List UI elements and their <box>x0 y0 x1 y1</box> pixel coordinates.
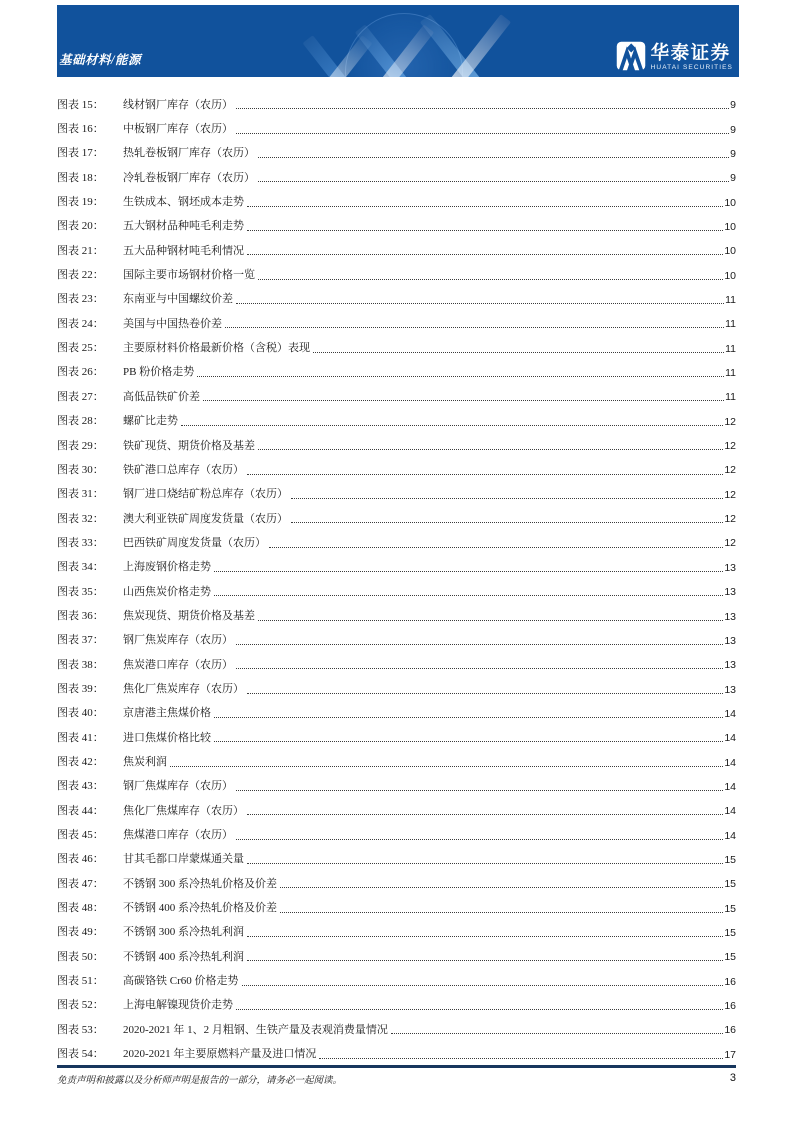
toc-leader-dots <box>181 425 723 426</box>
toc-entry-label: 图表 44： <box>57 804 104 817</box>
toc-leader-dots <box>203 400 724 401</box>
toc-leader-dots <box>242 985 724 986</box>
toc-entry-label: 图表 18： <box>57 171 104 184</box>
toc-entry[interactable] <box>57 798 736 822</box>
toc-entry-title: 钢厂焦煤库存（农历） <box>123 780 233 793</box>
toc-entry-label: 图表 46： <box>57 853 104 866</box>
toc-entry-title: 京唐港主焦煤价格 <box>123 707 211 720</box>
toc-entry[interactable] <box>57 628 736 652</box>
toc-entry[interactable] <box>57 676 736 700</box>
toc-entry-page: 12 <box>724 415 736 428</box>
toc-entry-title: 五大钢材品种吨毛利走势 <box>123 220 244 233</box>
toc-entry-title: 2020-2021 年 1、2 月粗钢、生铁产量及表观消费量情况 <box>123 1023 388 1036</box>
toc-entry[interactable] <box>57 652 736 676</box>
toc-entry-title: 山西焦炭价格走势 <box>123 585 211 598</box>
toc-leader-dots <box>269 547 723 548</box>
toc-entry-page: 13 <box>724 659 736 672</box>
toc-entry-title: 进口焦煤价格比较 <box>123 731 211 744</box>
toc-entry-title: 高碳铬铁 Cr60 价格走势 <box>123 975 239 988</box>
toc-entry-page: 15 <box>724 951 736 964</box>
toc-leader-dots <box>247 206 723 207</box>
toc-entry-page: 12 <box>724 488 736 501</box>
toc-leader-dots <box>225 327 724 328</box>
toc-entry-title: 主要原材料价格最新价格（含税）表现 <box>123 342 310 355</box>
header-banner <box>57 5 739 77</box>
toc-leader-dots <box>291 498 723 499</box>
toc-entry-page: 15 <box>724 853 736 866</box>
toc-entry-label: 图表 48： <box>57 902 104 915</box>
toc-leader-dots <box>319 1058 723 1059</box>
toc-entry[interactable] <box>57 408 736 432</box>
toc-entry[interactable] <box>57 214 736 238</box>
toc-entry[interactable] <box>57 189 736 213</box>
figure-toc-list <box>57 92 736 1066</box>
toc-entry-label: 图表 51： <box>57 975 104 988</box>
toc-leader-dots <box>258 449 723 450</box>
toc-entry-label: 图表 41： <box>57 731 104 744</box>
toc-entry-label: 图表 29： <box>57 439 104 452</box>
footer <box>57 1072 736 1086</box>
toc-leader-dots <box>214 741 723 742</box>
toc-entry[interactable] <box>57 384 736 408</box>
footer-disclaimer: 免责声明和披露以及分析师声明是报告的一部分，请务必一起阅读。 <box>57 1076 343 1086</box>
toc-entry-page: 13 <box>724 683 736 696</box>
toc-entry-label: 图表 30： <box>57 463 104 476</box>
toc-entry-title: 焦化厂焦炭库存（农历） <box>123 682 244 695</box>
toc-entry-page: 11 <box>725 294 736 307</box>
toc-entry-label: 图表 22： <box>57 269 104 282</box>
toc-entry-page: 9 <box>730 147 736 160</box>
toc-entry[interactable] <box>57 993 736 1017</box>
toc-leader-dots <box>214 571 723 572</box>
toc-entry[interactable] <box>57 238 736 262</box>
toc-entry-label: 图表 24： <box>57 317 104 330</box>
toc-entry-page: 17 <box>724 1048 736 1061</box>
toc-entry-label: 图表 27： <box>57 390 104 403</box>
toc-entry-page: 13 <box>724 634 736 647</box>
toc-entry-page: 12 <box>724 464 736 477</box>
toc-entry[interactable] <box>57 335 736 359</box>
toc-leader-dots <box>236 303 724 304</box>
toc-entry-label: 图表 53： <box>57 1023 104 1036</box>
toc-entry[interactable] <box>57 506 736 530</box>
toc-leader-dots <box>236 644 723 645</box>
toc-leader-dots <box>236 668 723 669</box>
toc-entry-page: 15 <box>724 878 736 891</box>
toc-entry-title: PB 粉价格走势 <box>123 366 195 379</box>
toc-entry-page: 13 <box>724 586 736 599</box>
toc-entry-label: 图表 52： <box>57 999 104 1012</box>
toc-entry-page: 12 <box>724 440 736 453</box>
toc-entry-title: 国际主要市场钢材价格一览 <box>123 269 255 282</box>
toc-entry-label: 图表 25： <box>57 342 104 355</box>
toc-entry-label: 图表 35： <box>57 585 104 598</box>
toc-entry-page: 15 <box>724 926 736 939</box>
globe-graphic <box>345 13 463 77</box>
toc-entry-label: 图表 20： <box>57 220 104 233</box>
toc-entry[interactable] <box>57 555 736 579</box>
toc-entry-title: 线材钢厂库存（农历） <box>123 98 233 111</box>
toc-entry[interactable] <box>57 1017 736 1041</box>
toc-entry-page: 11 <box>725 342 736 355</box>
toc-entry-title: 焦化厂焦煤库存（农历） <box>123 804 244 817</box>
toc-entry-label: 图表 37： <box>57 634 104 647</box>
toc-entry-label: 图表 33： <box>57 536 104 549</box>
toc-entry-title: 不锈钢 300 系冷热轧价格及价差 <box>123 877 277 890</box>
toc-entry-title: 铁矿港口总库存（农历） <box>123 463 244 476</box>
toc-leader-dots <box>197 376 724 377</box>
toc-entry[interactable] <box>57 433 736 457</box>
toc-entry-page: 13 <box>724 610 736 623</box>
toc-leader-dots <box>247 814 723 815</box>
toc-entry[interactable] <box>57 749 736 773</box>
toc-entry-label: 图表 26： <box>57 366 104 379</box>
toc-entry-page: 14 <box>724 756 736 769</box>
toc-entry-page: 16 <box>724 975 736 988</box>
toc-entry-title: 生铁成本、钢坯成本走势 <box>123 196 244 209</box>
toc-entry[interactable] <box>57 725 736 749</box>
toc-entry-title: 焦炭利润 <box>123 755 167 768</box>
toc-entry[interactable] <box>57 311 736 335</box>
toc-leader-dots <box>247 960 723 961</box>
toc-entry[interactable] <box>57 968 736 992</box>
toc-entry[interactable] <box>57 603 736 627</box>
toc-entry-page: 14 <box>724 732 736 745</box>
toc-leader-dots <box>236 108 729 109</box>
toc-entry-label: 图表 40： <box>57 707 104 720</box>
toc-leader-dots <box>258 620 723 621</box>
toc-leader-dots <box>236 133 729 134</box>
toc-entry-label: 图表 42： <box>57 755 104 768</box>
toc-entry-title: 巴西铁矿周度发货量（农历） <box>123 536 266 549</box>
toc-entry-page: 10 <box>724 269 736 282</box>
toc-leader-dots <box>247 474 723 475</box>
brand-block <box>616 41 733 71</box>
toc-leader-dots <box>214 595 723 596</box>
brand-name-cn: 华泰证券 <box>650 42 731 63</box>
toc-entry-page: 12 <box>724 513 736 526</box>
toc-leader-dots <box>291 522 723 523</box>
toc-entry-page: 10 <box>724 221 736 233</box>
toc-entry-title: 澳大利亚铁矿周度发货量（农历） <box>123 512 288 525</box>
toc-entry[interactable] <box>57 871 736 895</box>
toc-leader-dots <box>258 279 723 280</box>
toc-entry-title: 冷轧卷板钢厂库存（农历） <box>123 171 255 184</box>
toc-entry-label: 图表 32： <box>57 512 104 525</box>
toc-entry[interactable] <box>57 360 736 384</box>
toc-entry[interactable] <box>57 530 736 554</box>
toc-entry-page: 11 <box>725 391 736 404</box>
toc-entry[interactable] <box>57 92 736 116</box>
toc-entry-page: 14 <box>724 780 736 793</box>
toc-entry-label: 图表 54： <box>57 1048 104 1061</box>
toc-leader-dots <box>247 693 723 694</box>
toc-leader-dots <box>280 912 723 913</box>
toc-leader-dots <box>247 230 723 231</box>
toc-entry-title: 不锈钢 300 系冷热轧利润 <box>123 926 244 939</box>
toc-entry-page: 14 <box>724 707 736 720</box>
footer-divider <box>57 1065 736 1068</box>
toc-entry-title: 焦炭现货、期货价格及基差 <box>123 609 255 622</box>
toc-entry-label: 图表 15： <box>57 98 104 111</box>
toc-entry-page: 14 <box>724 829 736 842</box>
toc-entry[interactable] <box>57 895 736 919</box>
toc-entry-title: 五大品种钢材吨毛利情况 <box>123 244 244 257</box>
toc-leader-dots <box>247 936 723 937</box>
huatai-archway-logo-icon <box>616 41 646 71</box>
toc-entry-title: 甘其毛都口岸蒙煤通关量 <box>123 853 244 866</box>
toc-leader-dots <box>258 157 729 158</box>
toc-leader-dots <box>313 352 724 353</box>
toc-entry-title: 美国与中国热卷价差 <box>123 317 222 330</box>
toc-entry[interactable] <box>57 579 736 603</box>
toc-entry-label: 图表 36： <box>57 609 104 622</box>
toc-entry-page: 16 <box>724 1024 736 1037</box>
toc-entry-title: 钢厂进口烧结矿粉总库存（农历） <box>123 488 288 501</box>
toc-leader-dots <box>236 1009 723 1010</box>
toc-entry-label: 图表 19： <box>57 196 104 209</box>
toc-entry[interactable] <box>57 822 736 846</box>
toc-entry[interactable] <box>57 1041 736 1065</box>
toc-entry-title: 焦煤港口库存（农历） <box>123 829 233 842</box>
toc-entry[interactable] <box>57 944 736 968</box>
toc-entry-label: 图表 38： <box>57 658 104 671</box>
report-category: 基础材料/能源 <box>59 53 141 67</box>
toc-entry-title: 不锈钢 400 系冷热轧价格及价差 <box>123 902 277 915</box>
toc-entry[interactable] <box>57 847 736 871</box>
toc-leader-dots <box>236 790 723 791</box>
toc-entry-title: 上海电解镍现货价走势 <box>123 999 233 1012</box>
toc-entry[interactable] <box>57 920 736 944</box>
toc-entry[interactable] <box>57 287 736 311</box>
toc-entry-title: 铁矿现货、期货价格及基差 <box>123 439 255 452</box>
toc-entry-label: 图表 31： <box>57 488 104 501</box>
toc-entry[interactable] <box>57 262 736 286</box>
toc-entry-page: 11 <box>725 367 736 380</box>
toc-entry-label: 图表 23： <box>57 293 104 306</box>
toc-leader-dots <box>236 839 723 840</box>
brand-name-en: HUATAI SECURITIES <box>650 63 733 71</box>
toc-entry-title: 上海废钢价格走势 <box>123 561 211 574</box>
toc-entry[interactable] <box>57 141 736 165</box>
toc-entry-title: 焦炭港口库存（农历） <box>123 658 233 671</box>
toc-entry-page: 9 <box>730 123 736 136</box>
toc-entry-title: 2020-2021 年主要原燃料产量及进口情况 <box>123 1048 317 1061</box>
toc-entry-label: 图表 16： <box>57 123 104 136</box>
toc-entry-title: 中板钢厂库存（农历） <box>123 123 233 136</box>
toc-entry[interactable] <box>57 774 736 798</box>
toc-entry[interactable] <box>57 165 736 189</box>
toc-entry-page: 16 <box>724 1000 736 1012</box>
toc-entry-page: 15 <box>724 902 736 915</box>
toc-entry-title: 高低品铁矿价差 <box>123 390 200 403</box>
toc-entry-page: 11 <box>725 318 736 331</box>
toc-leader-dots <box>391 1033 723 1034</box>
toc-leader-dots <box>247 863 723 864</box>
toc-entry-label: 图表 43： <box>57 780 104 793</box>
toc-leader-dots <box>280 887 723 888</box>
toc-entry-title: 东南亚与中国螺纹价差 <box>123 293 233 306</box>
toc-entry-title: 钢厂焦炭库存（农历） <box>123 634 233 647</box>
toc-entry-page: 13 <box>724 561 736 574</box>
toc-entry-label: 图表 34： <box>57 561 104 574</box>
toc-entry-page: 10 <box>724 196 736 209</box>
toc-leader-dots <box>214 717 723 718</box>
toc-entry-label: 图表 28： <box>57 415 104 428</box>
toc-leader-dots <box>258 181 729 182</box>
toc-entry-title: 螺矿比走势 <box>123 415 178 428</box>
toc-entry-page: 9 <box>730 172 736 185</box>
toc-entry[interactable] <box>57 116 736 140</box>
toc-entry-label: 图表 47： <box>57 877 104 890</box>
toc-entry[interactable] <box>57 457 736 481</box>
toc-leader-dots <box>170 766 723 767</box>
toc-entry-page: 9 <box>730 99 736 112</box>
toc-entry-page: 12 <box>724 537 736 550</box>
footer-page-number: 3 <box>729 1072 736 1084</box>
toc-entry-title: 不锈钢 400 系冷热轧利润 <box>123 950 244 963</box>
toc-entry-page: 14 <box>724 805 736 818</box>
toc-entry-label: 图表 39： <box>57 682 104 695</box>
toc-entry-label: 图表 49： <box>57 926 104 939</box>
toc-leader-dots <box>247 254 723 255</box>
toc-entry[interactable] <box>57 482 736 506</box>
toc-entry-label: 图表 45： <box>57 829 104 842</box>
toc-entry-title: 热轧卷板钢厂库存（农历） <box>123 147 255 160</box>
toc-entry-page: 10 <box>724 245 736 258</box>
toc-entry[interactable] <box>57 701 736 725</box>
toc-entry-label: 图表 17： <box>57 147 104 160</box>
toc-entry-label: 图表 21： <box>57 244 104 257</box>
toc-entry-label: 图表 50： <box>57 950 104 963</box>
